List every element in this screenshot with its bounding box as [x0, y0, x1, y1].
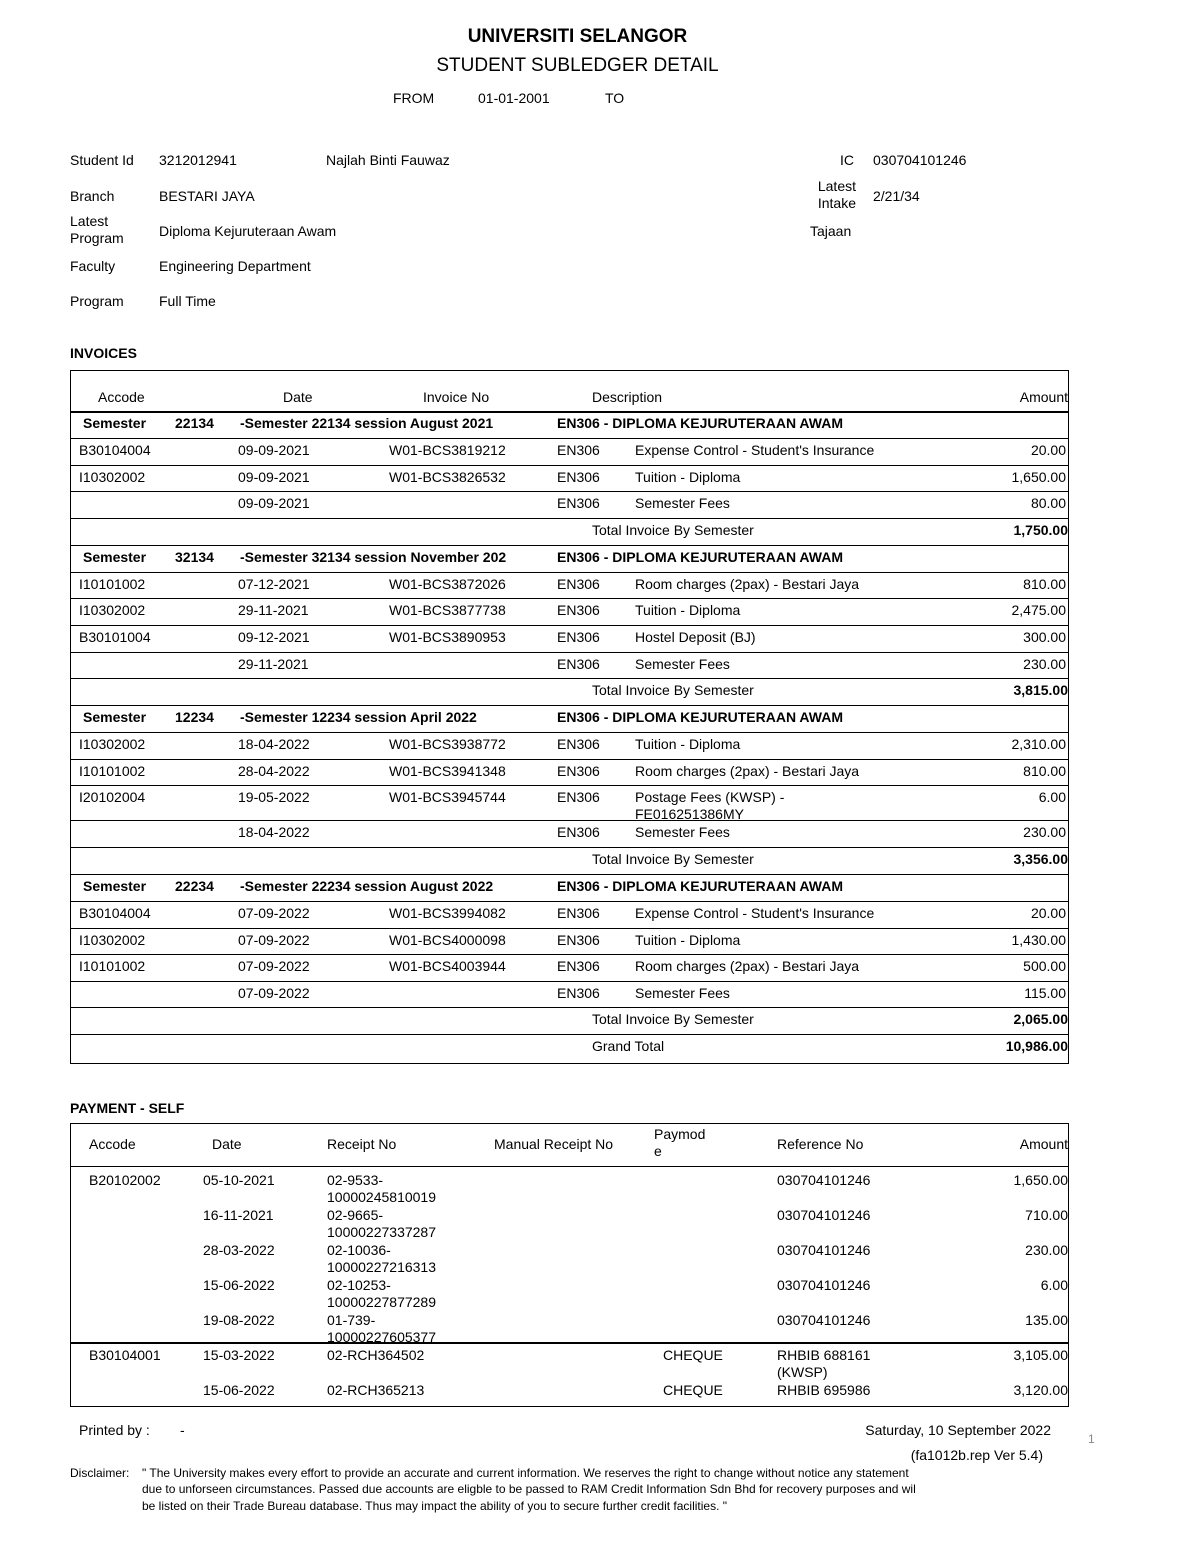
- invoice-date: 07-12-2021: [238, 575, 310, 592]
- invoice-number: W01-BCS4003944: [389, 958, 506, 975]
- invoice-description: [635, 763, 859, 780]
- payment-receipt-line-2: 10000227216313: [327, 1259, 437, 1275]
- payment-receipt-line-1: 02-9665-: [327, 1207, 384, 1223]
- printed-by: -: [180, 1422, 185, 1438]
- invoice-number: W01-BCS3877738: [389, 602, 506, 619]
- page-number: 1: [1088, 1432, 1095, 1446]
- semester-code: 12234: [175, 709, 214, 726]
- row-divider: [71, 954, 1068, 955]
- invoice-description: [635, 985, 730, 1002]
- semester-total-label: Total Invoice By Semester: [592, 851, 754, 867]
- payment-reference-line-1: 030704101246: [777, 1277, 871, 1293]
- disclaimer-label: Disclaimer:: [70, 1466, 130, 1480]
- from-date: 01-01-2001: [478, 90, 550, 106]
- invoice-amount: 500.00: [1023, 958, 1066, 975]
- payment-receipt-no: [327, 1382, 424, 1399]
- invoice-date: 07-09-2022: [238, 984, 310, 1001]
- invoice-number: W01-BCS3945744: [389, 789, 506, 806]
- col-header-invoice-no: Invoice No: [423, 389, 490, 405]
- invoice-description: [635, 958, 859, 975]
- row-divider: [71, 981, 1068, 982]
- invoice-accode: I10101002: [79, 575, 146, 592]
- invoice-number: W01-BCS3872026: [389, 575, 506, 592]
- semester-session: -Semester 32134 session November 202: [240, 548, 507, 565]
- semester-total-label: Total Invoice By Semester: [592, 1011, 754, 1028]
- col-header-date: Date: [283, 389, 313, 405]
- header-divider: [71, 1166, 1068, 1167]
- invoice-program-code: EN306: [557, 655, 600, 672]
- invoices-table: [70, 370, 1069, 1064]
- invoice-accode: I10302002: [79, 602, 146, 619]
- semester-program: EN306 - DIPLOMA KEJURUTERAAN AWAM: [557, 548, 843, 565]
- col-header-paymode-line-2: e: [654, 1143, 662, 1159]
- invoice-amount: 230.00: [1023, 655, 1066, 672]
- invoice-accode: B30104004: [79, 905, 151, 921]
- row-divider: [71, 438, 1068, 439]
- payment-receipt-line-1: 01-739-: [327, 1312, 376, 1328]
- semester-label: Semester: [83, 878, 147, 894]
- payment-receipt-line-1: 02-9533-: [327, 1172, 384, 1188]
- semester-total-amount: 3,356.00: [1013, 851, 1068, 867]
- invoice-description: [635, 469, 740, 486]
- col-header-description: Description: [592, 389, 663, 405]
- invoice-program-code: EN306: [557, 602, 600, 619]
- invoice-accode: I10302002: [79, 736, 146, 753]
- disclaimer-line-1: " The University makes every effort to provide an accurate and current information. We reserves the right to change without notice any statement: [142, 1466, 909, 1480]
- col-header-accode: Accode: [98, 389, 145, 405]
- invoice-amount: 20.00: [1030, 905, 1066, 921]
- invoice-date: 09-12-2021: [238, 629, 310, 645]
- branch: BESTARI JAYA: [159, 188, 255, 204]
- payment-receipt-no: [327, 1312, 436, 1346]
- invoice-date: 07-09-2022: [238, 931, 310, 948]
- report-version: (fa1012b.rep Ver 5.4): [910, 1447, 1043, 1463]
- invoice-program-code: EN306: [557, 984, 600, 1001]
- invoice-description-line-1: Semester Fees: [635, 824, 730, 841]
- row-divider: [71, 820, 1068, 821]
- latest-intake-label: Latest Intake: [817, 178, 856, 211]
- invoice-date: 29-11-2021: [238, 602, 309, 619]
- invoice-amount: 20.00: [1030, 442, 1066, 458]
- printed-by-label: Printed by :: [79, 1422, 150, 1438]
- payment-amount: 6.00: [1040, 1277, 1068, 1293]
- row-divider: [71, 572, 1068, 573]
- invoice-program-code: EN306: [557, 905, 600, 921]
- invoice-program-code: EN306: [557, 442, 600, 458]
- invoice-program-code: EN306: [557, 468, 600, 485]
- col-header-paymode: [654, 1126, 705, 1160]
- semester-total-label: Total Invoice By Semester: [592, 682, 754, 699]
- payment-amount: 230.00: [1025, 1242, 1068, 1258]
- invoice-date: 07-09-2022: [238, 905, 310, 921]
- invoice-accode: I10101002: [79, 958, 146, 975]
- payment-reference-line-2: (KWSP): [777, 1364, 828, 1380]
- semester-total-label: Total Invoice By Semester: [592, 521, 754, 538]
- col-header-reference: Reference No: [777, 1136, 864, 1152]
- payment-date: 28-03-2022: [203, 1242, 275, 1258]
- invoice-amount: 2,310.00: [1011, 736, 1066, 753]
- invoice-description: [635, 656, 730, 673]
- row-divider: [71, 491, 1068, 492]
- invoice-date: 09-09-2021: [238, 468, 310, 485]
- col-header-paymode-line-1: Paymod: [654, 1126, 706, 1142]
- grand-total-amount: 10,986.00: [1005, 1038, 1068, 1055]
- student-id-label: Student Id: [70, 152, 134, 168]
- invoice-description-line-1: Room charges (2pax) - Bestari Jaya: [635, 958, 860, 975]
- invoice-description-line-2: FE016251386MY: [635, 806, 744, 823]
- invoice-description: [635, 824, 730, 841]
- invoice-number: W01-BCS3826532: [389, 468, 506, 485]
- invoice-amount: 2,475.00: [1011, 602, 1066, 619]
- row-divider: [71, 598, 1068, 599]
- branch-label: Branch: [70, 188, 115, 204]
- invoice-number: W01-BCS3938772: [389, 736, 506, 753]
- semester-program: EN306 - DIPLOMA KEJURUTERAAN AWAM: [557, 709, 843, 726]
- invoice-date: 18-04-2022: [238, 824, 310, 841]
- semester-total-amount: 1,750.00: [1013, 521, 1068, 538]
- invoice-amount: 230.00: [1023, 824, 1066, 841]
- payment-accode: B20102002: [89, 1172, 161, 1188]
- latest-program: Diploma Kejuruteraan Awam: [159, 223, 337, 239]
- invoice-program-code: EN306: [557, 789, 600, 806]
- latest-program-label: Latest Program: [70, 213, 124, 246]
- invoice-description: [635, 789, 784, 823]
- grand-total-label: Grand Total: [592, 1038, 665, 1055]
- row-divider: [71, 785, 1068, 786]
- header-divider: [71, 411, 1068, 413]
- payment-receipt-no: [327, 1347, 424, 1364]
- invoice-description-line-1: Expense Control - Student's Insurance: [635, 905, 875, 921]
- payment-amount: 1,650.00: [1013, 1172, 1068, 1188]
- payment-date: 15-03-2022: [203, 1347, 275, 1363]
- invoice-accode: B30104004: [79, 442, 151, 458]
- invoice-description-line-1: Expense Control - Student's Insurance: [635, 442, 875, 458]
- student-name: Najlah Binti Fauwaz: [326, 152, 450, 168]
- ic-number: 030704101246: [873, 152, 967, 168]
- payment-receipt-no: [327, 1172, 436, 1206]
- payments-section-title: PAYMENT - SELF: [70, 1100, 185, 1116]
- invoice-description-line-1: Room charges (2pax) - Bestari Jaya: [635, 575, 860, 592]
- semester-code: 22234: [175, 878, 214, 894]
- col-header-accode: Accode: [89, 1136, 136, 1152]
- row-divider: [71, 847, 1068, 848]
- semester-total-amount: 2,065.00: [1013, 1011, 1068, 1028]
- invoice-amount: 810.00: [1023, 575, 1066, 592]
- payment-receipt-line-2: 10000245810019: [327, 1189, 437, 1205]
- payment-reference: [777, 1277, 870, 1294]
- invoice-number: W01-BCS3890953: [389, 629, 506, 645]
- payment-reference: [777, 1172, 870, 1189]
- semester-session: -Semester 12234 session April 2022: [240, 709, 477, 726]
- invoice-description-line-1: Semester Fees: [635, 655, 730, 672]
- row-divider: [71, 928, 1068, 929]
- report-title: STUDENT SUBLEDGER DETAIL: [436, 55, 719, 76]
- invoice-description: [635, 736, 740, 753]
- row-divider: [71, 732, 1068, 733]
- invoice-accode: I20102004: [79, 789, 146, 806]
- invoice-amount: 1,650.00: [1011, 468, 1066, 485]
- faculty-label: Faculty: [70, 258, 116, 274]
- semester-session: -Semester 22134 session August 2021: [240, 415, 494, 431]
- semester-label: Semester: [83, 709, 147, 726]
- col-header-receipt-no: Receipt No: [327, 1136, 397, 1152]
- group-divider: [71, 1342, 1068, 1344]
- semester-code: 22134: [175, 415, 214, 431]
- row-divider: [71, 901, 1068, 902]
- row-divider: [71, 705, 1068, 706]
- payment-reference-line-1: 030704101246: [777, 1242, 871, 1258]
- print-date: Saturday, 10 September 2022: [865, 1422, 1051, 1438]
- row-divider: [71, 518, 1068, 519]
- semester-session: -Semester 22234 session August 2022: [240, 878, 494, 894]
- semester-program: EN306 - DIPLOMA KEJURUTERAAN AWAM: [557, 415, 843, 431]
- program-label: Program: [70, 293, 124, 309]
- invoice-date: 18-04-2022: [238, 736, 310, 753]
- payment-accode: B30104001: [89, 1347, 161, 1363]
- invoice-number: W01-BCS3941348: [389, 762, 506, 779]
- invoice-number: W01-BCS4000098: [389, 931, 506, 948]
- invoice-description: [635, 629, 756, 646]
- faculty: Engineering Department: [159, 258, 311, 274]
- payment-reference: [777, 1207, 870, 1224]
- invoice-number: W01-BCS3994082: [389, 905, 506, 921]
- invoice-description: [635, 495, 730, 512]
- invoice-description: [635, 905, 874, 922]
- payment-reference: [777, 1382, 870, 1399]
- payment-mode: CHEQUE: [663, 1382, 723, 1398]
- program: Full Time: [159, 293, 216, 309]
- row-divider: [71, 465, 1068, 466]
- payment-amount: 135.00: [1025, 1312, 1068, 1328]
- payment-reference-line-1: RHBIB 688161: [777, 1347, 871, 1363]
- invoice-program-code: EN306: [557, 495, 600, 512]
- payment-receipt-line-2: 10000227337287: [327, 1224, 437, 1240]
- payment-amount: 3,105.00: [1013, 1347, 1068, 1363]
- invoice-description-line-1: Tuition - Diploma: [635, 468, 741, 485]
- invoice-description: [635, 576, 859, 593]
- semester-program: EN306 - DIPLOMA KEJURUTERAAN AWAM: [557, 878, 843, 894]
- payment-amount: 3,120.00: [1013, 1382, 1068, 1398]
- row-divider: [71, 759, 1068, 760]
- payment-reference: [777, 1347, 870, 1381]
- payment-reference-line-1: RHBIB 695986: [777, 1382, 871, 1398]
- invoice-description-line-1: Semester Fees: [635, 495, 730, 512]
- payment-mode: CHEQUE: [663, 1347, 723, 1363]
- row-divider: [71, 1034, 1068, 1035]
- row-divider: [71, 545, 1068, 546]
- col-header-amount: Amount: [1019, 389, 1068, 405]
- payment-receipt-line-2: 10000227877289: [327, 1294, 437, 1310]
- col-header-manual-receipt: Manual Receipt No: [494, 1136, 614, 1152]
- payment-date: 15-06-2022: [203, 1277, 275, 1293]
- disclaimer-line-3: be listed on their Trade Bureau database. Thus may impact the ability of you to secure further credit facilities. ": [142, 1499, 728, 1513]
- invoice-amount: 300.00: [1023, 629, 1066, 645]
- row-divider: [71, 1007, 1068, 1008]
- payment-reference-line-1: 030704101246: [777, 1312, 871, 1328]
- invoice-description-line-1: Tuition - Diploma: [635, 602, 741, 619]
- invoice-accode: I10101002: [79, 762, 146, 779]
- payment-date: 19-08-2022: [203, 1312, 275, 1328]
- invoice-date: 07-09-2022: [238, 958, 310, 975]
- payments-table: [70, 1123, 1069, 1407]
- invoice-amount: 1,430.00: [1011, 931, 1066, 948]
- invoice-description-line-1: Room charges (2pax) - Bestari Jaya: [635, 762, 860, 779]
- payment-receipt-no: [327, 1207, 436, 1241]
- payment-reference-line-1: 030704101246: [777, 1172, 871, 1188]
- from-label: FROM: [393, 90, 435, 106]
- row-divider: [71, 625, 1068, 626]
- invoice-number: W01-BCS3819212: [389, 442, 506, 458]
- invoice-program-code: EN306: [557, 824, 600, 841]
- invoice-accode: I10302002: [79, 468, 146, 485]
- col-header-date: Date: [212, 1136, 242, 1152]
- latest-intake: 2/21/34: [873, 188, 920, 204]
- payment-amount: 710.00: [1025, 1207, 1068, 1223]
- payment-reference: [777, 1242, 870, 1259]
- invoice-program-code: EN306: [557, 736, 600, 753]
- payment-receipt-line-1: 02-10253-: [327, 1277, 391, 1293]
- payment-receipt-line-2: 10000227605377: [327, 1329, 437, 1345]
- semester-code: 32134: [175, 548, 214, 565]
- semester-label: Semester: [83, 548, 147, 565]
- invoice-description: [635, 442, 874, 459]
- invoice-date: 19-05-2022: [238, 789, 310, 806]
- invoice-date: 28-04-2022: [238, 762, 310, 779]
- payment-date: 16-11-2021: [203, 1207, 274, 1223]
- invoice-program-code: EN306: [557, 931, 600, 948]
- invoice-amount: 80.00: [1030, 495, 1066, 512]
- student-id: 3212012941: [159, 152, 237, 168]
- invoice-description: [635, 602, 740, 619]
- invoice-program-code: EN306: [557, 958, 600, 975]
- payment-receipt-line-1: 02-RCH364502: [327, 1347, 425, 1363]
- payment-receipt-no: [327, 1242, 436, 1276]
- invoice-description-line-1: Hostel Deposit (BJ): [635, 629, 756, 645]
- to-label: TO: [605, 90, 625, 106]
- row-divider: [71, 874, 1068, 875]
- invoice-amount: 810.00: [1023, 762, 1066, 779]
- invoice-description-line-1: Semester Fees: [635, 984, 730, 1001]
- ic-label: IC: [840, 152, 854, 168]
- university-title: UNIVERSITI SELANGOR: [467, 26, 688, 47]
- invoice-program-code: EN306: [557, 629, 600, 645]
- invoice-accode: I10302002: [79, 931, 146, 948]
- invoices-section-title: INVOICES: [70, 345, 137, 361]
- invoice-date: 09-09-2021: [238, 442, 310, 458]
- invoice-description-line-1: Tuition - Diploma: [635, 931, 741, 948]
- invoice-date: 09-09-2021: [238, 495, 310, 512]
- disclaimer-line-2: due to unforseen circumstances. Passed due accounts are eligble to be passed to RAM Credit Information Sdn Bhd for recovery purposes and wil: [142, 1482, 916, 1496]
- invoice-description-line-1: Postage Fees (KWSP) -: [635, 789, 785, 806]
- payment-reference-line-1: 030704101246: [777, 1207, 871, 1223]
- payment-date: 15-06-2022: [203, 1382, 275, 1398]
- col-header-amount: Amount: [1019, 1136, 1068, 1152]
- tajaan-label: Tajaan: [810, 223, 852, 239]
- invoice-program-code: EN306: [557, 575, 600, 592]
- payment-reference: [777, 1312, 870, 1329]
- invoice-description: [635, 932, 740, 949]
- payment-receipt-line-1: 02-RCH365213: [327, 1382, 425, 1398]
- invoice-amount: 115.00: [1024, 984, 1066, 1001]
- invoice-date: 29-11-2021: [238, 655, 309, 672]
- row-divider: [71, 678, 1068, 679]
- payment-receipt-line-1: 02-10036-: [327, 1242, 391, 1258]
- payment-date: 05-10-2021: [203, 1172, 275, 1188]
- semester-label: Semester: [83, 415, 147, 431]
- invoice-description-line-1: Tuition - Diploma: [635, 736, 741, 753]
- row-divider: [71, 652, 1068, 653]
- semester-total-amount: 3,815.00: [1013, 682, 1068, 699]
- invoice-accode: B30101004: [79, 629, 151, 645]
- invoice-amount: 6.00: [1038, 789, 1066, 806]
- invoice-program-code: EN306: [557, 762, 600, 779]
- payment-receipt-no: [327, 1277, 436, 1311]
